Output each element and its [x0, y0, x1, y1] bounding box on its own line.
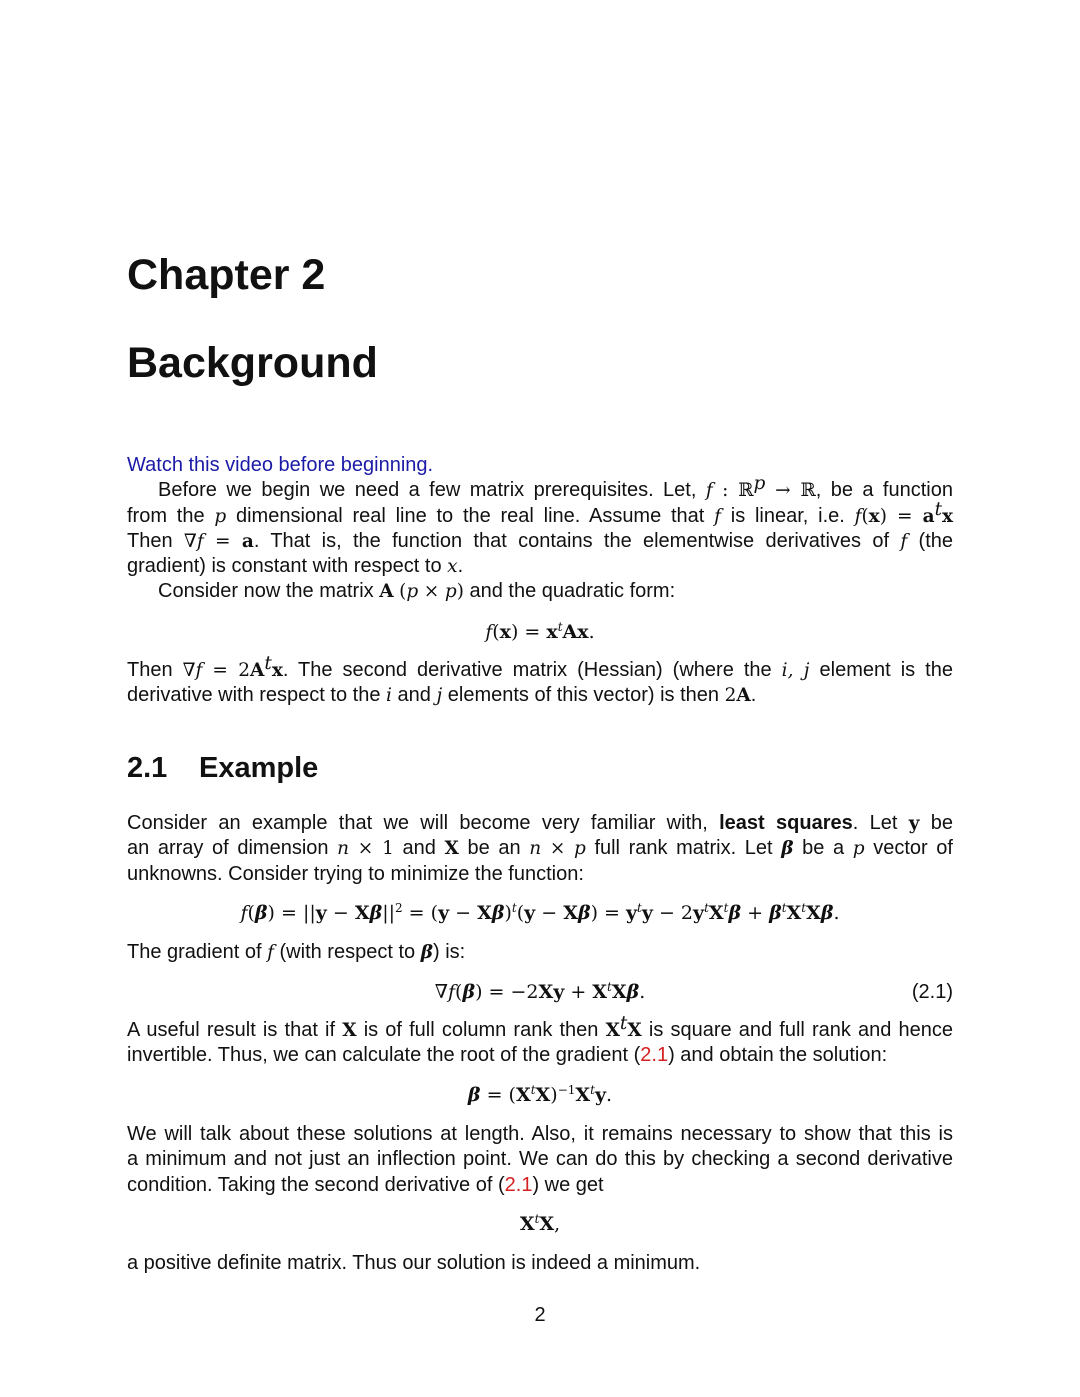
solution-equation: $\beta = (X^tX)^{-1}X^ty$.: [467, 1083, 613, 1106]
gradient-intro-text: The gradient of f (with respect to β) is:: [127, 941, 466, 963]
chapter-title: Background: [127, 339, 378, 387]
solution-paragraph: A useful result is that if X is of full column rank then $X^tX$ is square and full rank and hence invertible. Thus, we can calculate the root of the gradient (2.1) and obtain the solution:: [127, 1013, 954, 1067]
second-derivative-paragraph: We will talk about these solutions at length. Also, it remains necessary to show that this is a minimum and not just an inflection point. We can do this by checking a second derivative condition. Taking the second derivative of (2.1) we get: [127, 1123, 953, 1196]
hessian-equation: $X^tX$,: [519, 1212, 561, 1235]
quadratic-form-equation: $f(x) = x^tAx$.: [485, 620, 595, 643]
page-number: 2: [534, 1304, 546, 1326]
least-squares-objective-equation: $f(\beta) = ||y - X\beta||^2 = (y - X\beta)^t(y - X\beta) = y^ty - 2y^tX^t\beta + \beta^tX^tX\beta$.: [240, 901, 840, 924]
hessian-paragraph: Then $\nabla f = 2A^tx$. The second derivative matrix (Hessian) (where the i, j element is the derivative with respect to the i and j elements of this vector) is then 2A.: [127, 653, 953, 707]
conclusion-paragraph: a positive definite matrix. Thus our solution is indeed a minimum.: [127, 1252, 701, 1274]
section-heading: 2.1 Example: [127, 752, 319, 784]
intro-paragraph: Watch this video before beginning. Before we begin we need a few matrix prerequisites. Let, f : ℝ$^p$ → ℝ, be a function from the p dimensional real line to the real line. Assume that f is linear, i.e. $f(x) = a^tx$ Then ∇f = a. That is, the function that contains the elementwise derivatives of f (the gradient) is constant with respect to x. Consider now the matrix A (p × p) and the quadratic form:: [127, 454, 954, 603]
chapter-label: Chapter 2: [127, 251, 326, 299]
equation-reference-link[interactable]: 2.1: [640, 1044, 669, 1067]
equation-number: (2.1): [911, 981, 953, 1003]
equation-reference-link[interactable]: 2.1: [504, 1173, 533, 1196]
video-link[interactable]: Watch this video before beginning.: [127, 454, 434, 476]
example-paragraph: Consider an example that we will become very familiar with, least squares. Let y be an array of dimension n × 1 and X be an n × p full rank matrix. Let β be a p vector of unknowns. Consider trying to minimize the function:: [127, 812, 954, 885]
gradient-equation: $\nabla f(\beta) = -2Xy + X^tX\beta$. (2.1): [434, 980, 953, 1003]
